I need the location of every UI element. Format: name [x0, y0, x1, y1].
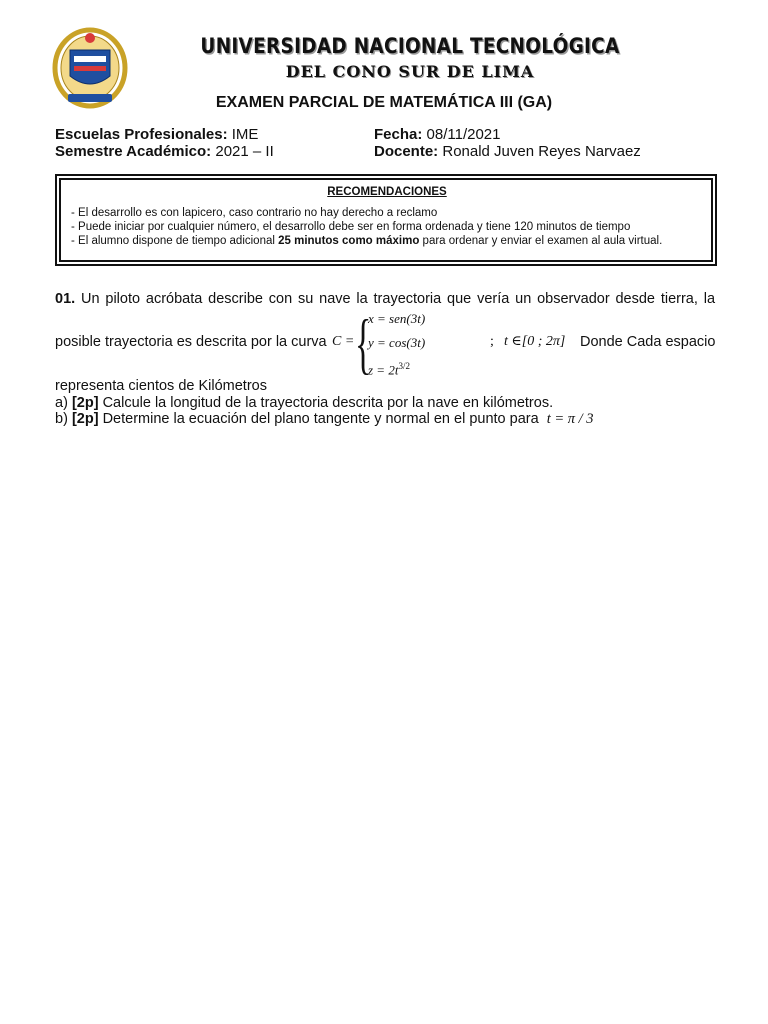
domain — [504, 333, 565, 350]
part-text: Determine la ecuación del plano tangente y normal en el punto para — [102, 411, 539, 427]
equation-x — [368, 311, 425, 327]
university-subtitle: DEL CONO SUR DE LIMA — [285, 62, 535, 81]
exam-title: EXAMEN PARCIAL DE MATEMÁTICA III (GA) — [215, 94, 553, 111]
fecha-value: 08/11/2021 — [426, 126, 501, 143]
recommendations-heading: RECOMENDACIONES — [327, 186, 447, 198]
curve-symbol-text: C = — [332, 334, 355, 349]
curve-description: posible trayectoria es descrita por la curva — [55, 334, 327, 350]
part-points: [2p] — [71, 395, 99, 411]
recommendation-line: - El desarrollo es con lapicero, caso contrario no hay derecho a reclamo — [71, 207, 438, 219]
recommendation-line — [71, 234, 703, 248]
escuelas-row — [55, 126, 258, 143]
question-1-continuation: representa cientos de Kilómetros — [55, 378, 267, 394]
escuelas-label: Escuelas Profesionales: — [55, 126, 228, 143]
university-name: UNIVERSIDAD NACIONAL TECNOLÓGICA — [200, 34, 620, 58]
donde-text: Donde Cada espacio — [580, 334, 716, 350]
part-points: [2p] — [71, 411, 99, 427]
recommendation-emphasis: 25 minutos como máximo — [278, 235, 420, 247]
brace-icon: { — [355, 305, 372, 381]
part-label: b) — [55, 411, 68, 427]
domain-text: t ∈[0 ; 2π] — [504, 334, 566, 349]
part-math: t = π / 3 — [546, 411, 594, 427]
escuelas-value: IME — [231, 126, 259, 143]
semestre-row — [55, 143, 274, 160]
recommendation-line: - Puede iniciar por cualquier número, el desarrollo debe ser en forma ordenada y tiene 120 minutos de tiempo — [71, 221, 631, 233]
recommendation-text: para ordenar y enviar el examen al aula virtual. — [419, 235, 663, 247]
docente-label: Docente: — [374, 143, 439, 160]
semestre-value: 2021 – II — [215, 143, 274, 160]
equation-z — [368, 361, 410, 378]
equation-z-text: z = 2t — [368, 362, 399, 378]
part-text: Calcule la longitud de la trayectoria descrita por la nave en kilómetros. — [102, 395, 554, 411]
equation-y — [368, 335, 425, 351]
recommendation-text: - El alumno dispone de tiempo adicional — [71, 235, 279, 247]
question-1a — [55, 395, 715, 411]
question-1-intro — [55, 291, 715, 307]
part-label: a) — [55, 395, 68, 411]
semestre-label: Semestre Académico: — [55, 143, 212, 160]
equation-x-text: x = sen(3t) — [368, 311, 426, 326]
fecha-label: Fecha: — [374, 126, 423, 143]
docente-value: Ronald Juven Reyes Narvaez — [442, 143, 641, 160]
equation-z-exponent: 3/2 — [398, 361, 410, 371]
question-intro-text: Un piloto acróbata describe con su nave la trayectoria que vería un observador desde tierra, la — [81, 291, 716, 307]
separator: ; — [490, 334, 494, 349]
docente-row — [374, 143, 641, 160]
fecha-row — [374, 126, 501, 143]
equation-y-text: y = cos(3t) — [368, 335, 426, 350]
curve-symbol — [332, 334, 354, 350]
question-number: 01. — [55, 291, 76, 307]
question-1b — [55, 411, 715, 428]
recommendations-box — [55, 174, 717, 266]
